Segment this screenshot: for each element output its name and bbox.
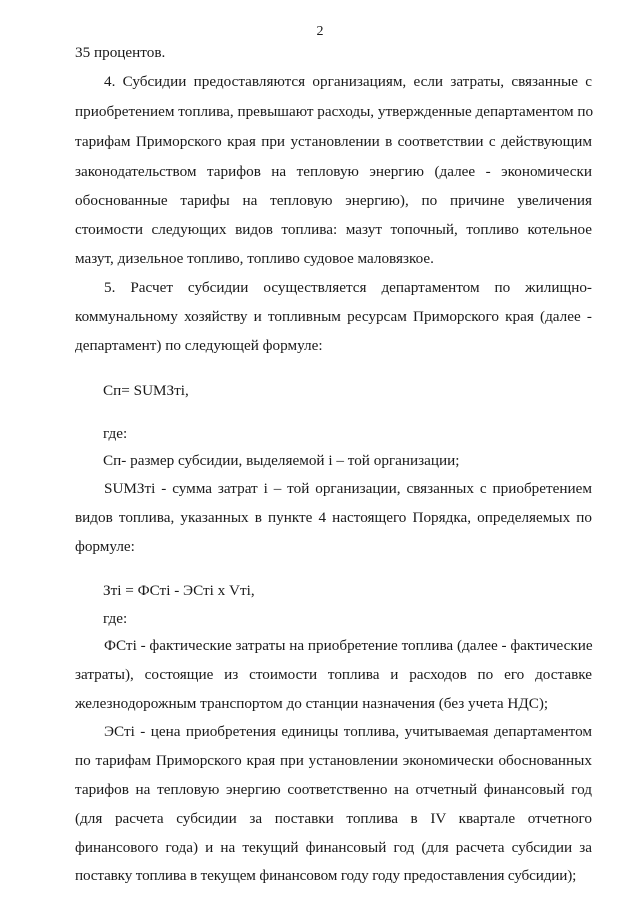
paragraph-4-line: стоимости следующих видов топлива: мазут топочный, топливо котельное bbox=[75, 221, 592, 238]
definition-line: видов топлива, указанных в пункте 4 настоящего Порядка, определяемых по bbox=[75, 509, 592, 526]
definition-line: тарифов на тепловую энергию соответственно на отчетный финансовый год bbox=[75, 781, 592, 798]
paragraph-5-line: 5. Расчет субсидии осуществляется департаментом по жилищно- bbox=[104, 279, 592, 296]
definition-line: затраты), состоящие из стоимости топлива и расходов по его доставке bbox=[75, 666, 592, 683]
paragraph-4-line: приобретением топлива, превышают расходы, утвержденные департаментом по bbox=[75, 103, 594, 120]
definition-line: Сп- размер субсидии, выделяемой i – той организации; bbox=[103, 452, 460, 469]
where-label: где: bbox=[103, 425, 128, 442]
paragraph-4-line: 4. Субсидии предоставляются организациям, если затраты, связанные с bbox=[104, 73, 592, 90]
paragraph-5-line: коммунальному хозяйству и топливным ресурсам Приморского края (далее - bbox=[75, 308, 592, 325]
definition-line: железнодорожным транспортом до станции назначения (без учета НДС); bbox=[75, 695, 549, 712]
text-line: 35 процентов. bbox=[75, 44, 166, 61]
paragraph-4-line: обоснованные тарифы на тепловую энергию), по причине увеличения bbox=[75, 192, 592, 209]
paragraph-5-line: департамент) по следующей формуле: bbox=[75, 337, 323, 354]
where-label: где: bbox=[103, 610, 128, 627]
definition-line: ЭСтi - цена приобретения единицы топлива, учитываемая департаментом bbox=[104, 723, 592, 740]
paragraph-4-line: законодательством тарифов на тепловую энергию (далее - экономически bbox=[75, 163, 592, 180]
definition-line: формуле: bbox=[75, 538, 135, 555]
definition-line: по тарифам Приморского края при установлении экономически обоснованных bbox=[75, 752, 592, 769]
paragraph-4-line: тарифам Приморского края при установлении в соответствии с действующим bbox=[75, 133, 592, 150]
definition-line: (для расчета субсидии за поставки топлива в IV квартале отчетного bbox=[75, 810, 592, 827]
page-number: 2 bbox=[316, 24, 324, 39]
formula-costs: Зтi = ФСтi - ЭСтi х Vтi, bbox=[103, 582, 255, 599]
definition-line: финансового года) и на текущий финансовый год (для расчета субсидии за bbox=[75, 839, 592, 856]
definition-line: ФСтi - фактические затраты на приобретение топлива (далее - фактические bbox=[104, 637, 593, 654]
formula-subsidy: Сп= SUMЗтi, bbox=[103, 382, 189, 399]
paragraph-4-line: мазут, дизельное топливо, топливо судовое маловязкое. bbox=[75, 250, 434, 267]
definition-line: SUMЗтi - сумма затрат i – той организации, связанных с приобретением bbox=[104, 480, 592, 497]
definition-line: поставку топлива в текущем финансовом году году предоставления субсидии); bbox=[75, 867, 577, 884]
